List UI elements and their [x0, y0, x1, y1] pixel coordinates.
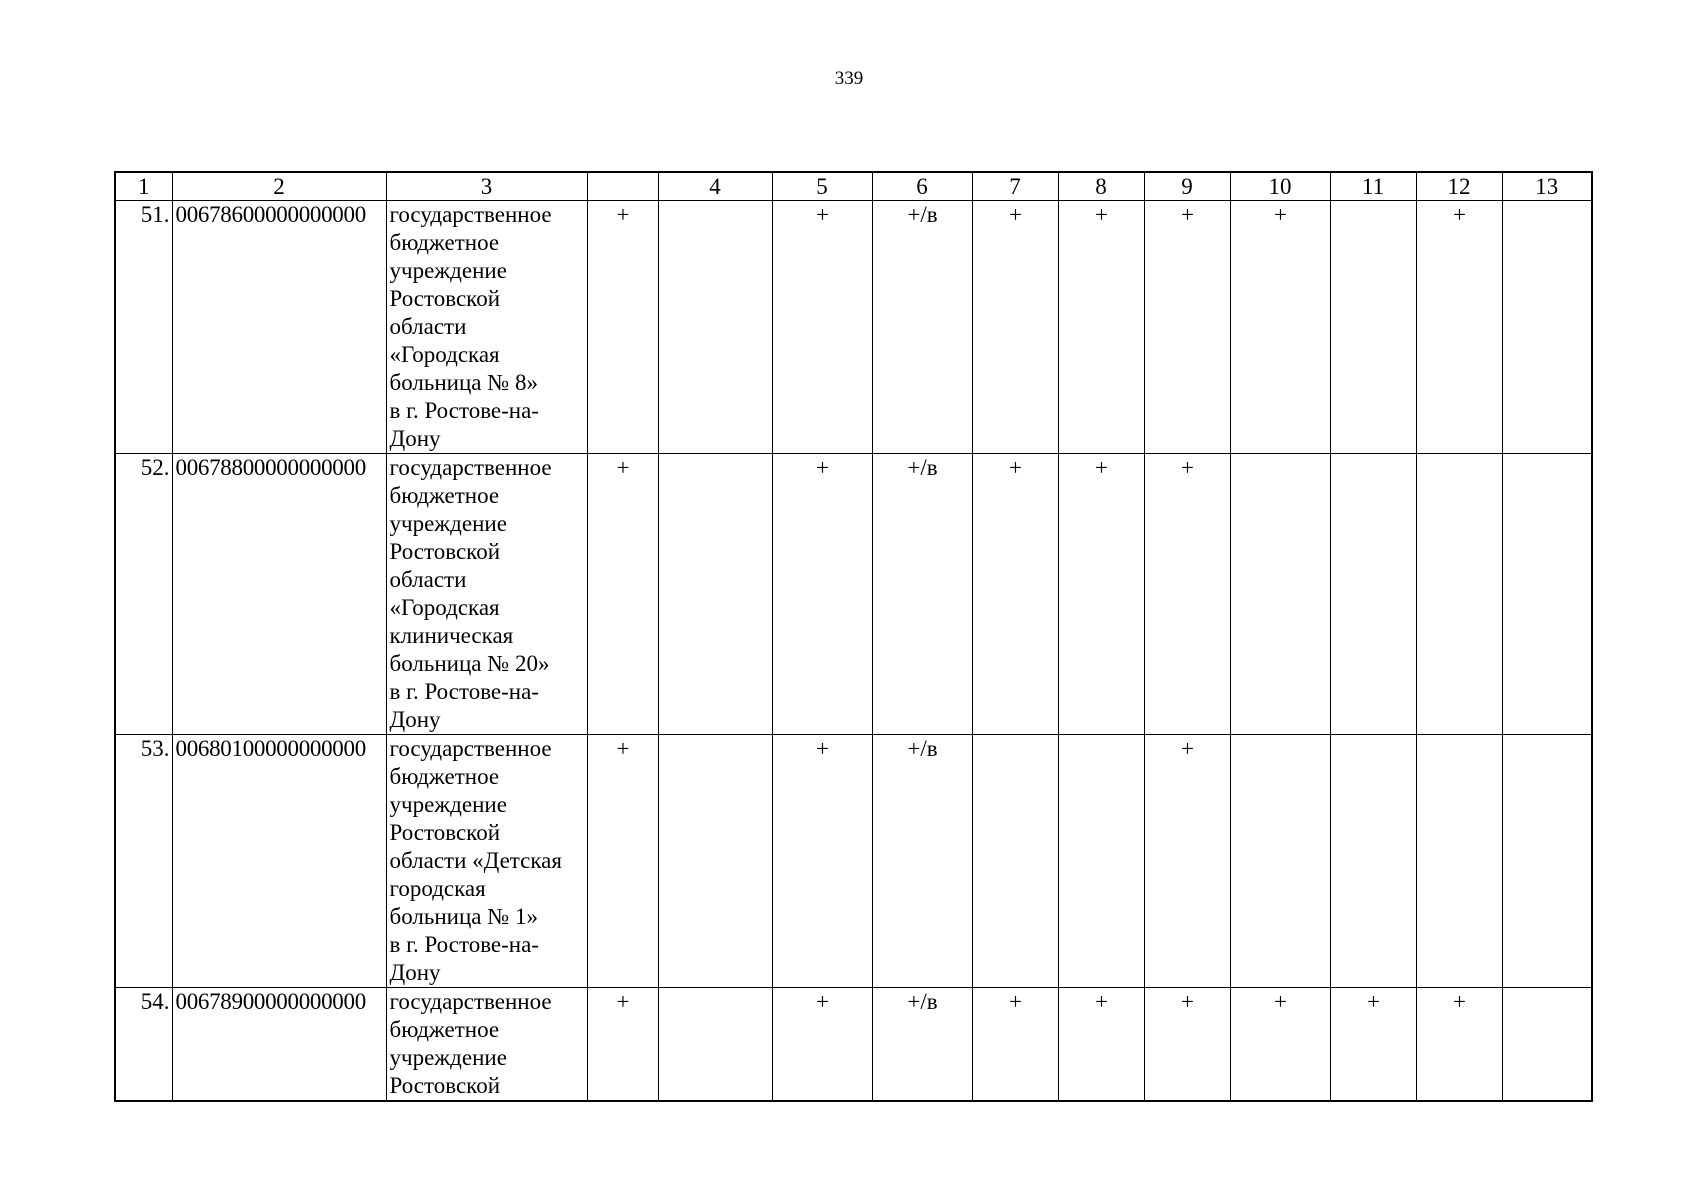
mark-cell: +	[1330, 988, 1416, 1102]
column-header: 8	[1058, 172, 1144, 201]
column-header: 9	[1144, 172, 1230, 201]
organization-name-line: Ростовской	[389, 1073, 500, 1098]
organization-name	[386, 988, 587, 1102]
mark-cell	[972, 735, 1058, 988]
mark-cell: +/в	[872, 735, 972, 988]
mark-cell: +	[587, 735, 658, 988]
mark-cell: +	[972, 454, 1058, 735]
organization-name-line: Дону	[389, 426, 441, 451]
organization-name-line: области	[389, 314, 467, 339]
mark-cell: +	[972, 988, 1058, 1102]
organization-name-line: в г. Ростове-на-	[389, 932, 539, 957]
table-row	[115, 988, 1592, 1102]
mark-cell	[1502, 735, 1592, 988]
mark-cell	[1230, 735, 1330, 988]
organization-name-line: больница № 1»	[389, 904, 538, 929]
mark-cell	[1416, 454, 1502, 735]
mark-cell: +	[1230, 988, 1330, 1102]
mark-cell: +	[1058, 988, 1144, 1102]
row-number: 52.	[115, 454, 172, 735]
mark-cell	[1502, 201, 1592, 454]
row-number: 51.	[115, 201, 172, 454]
mark-cell	[1330, 454, 1416, 735]
mark-cell: +/в	[872, 454, 972, 735]
mark-cell: +	[587, 988, 658, 1102]
organization-code: 00678900000000000	[172, 988, 386, 1102]
table-row	[115, 201, 1592, 454]
mark-cell	[1058, 735, 1144, 988]
column-header: 13	[1502, 172, 1592, 201]
mark-cell	[658, 454, 772, 735]
mark-cell: +	[1144, 988, 1230, 1102]
organization-name-line: городская	[389, 876, 486, 901]
mark-cell: +	[1058, 201, 1144, 454]
column-header: 11	[1330, 172, 1416, 201]
organization-name-line: учреждение	[389, 792, 507, 817]
table-body	[115, 172, 1592, 1101]
mark-cell: +	[1230, 201, 1330, 454]
page-number: 339	[834, 68, 864, 89]
organization-name-line: учреждение	[389, 511, 507, 536]
organization-name	[386, 201, 587, 454]
organization-name-line: учреждение	[389, 1045, 507, 1070]
organization-name-line: в г. Ростове-на-	[389, 679, 539, 704]
header-row	[115, 172, 1592, 201]
organization-name-line: Дону	[389, 960, 441, 985]
mark-cell: +/в	[872, 988, 972, 1102]
mark-cell	[1330, 201, 1416, 454]
organization-name-line: бюджетное	[389, 1017, 500, 1042]
mark-cell: +	[1416, 201, 1502, 454]
organization-name-line: Ростовской	[389, 286, 500, 311]
organization-code: 00678600000000000	[172, 201, 386, 454]
organization-code: 00678800000000000	[172, 454, 386, 735]
table-row	[115, 735, 1592, 988]
registry-table	[114, 171, 1593, 1102]
organization-name-line: Ростовской	[389, 820, 500, 845]
mark-cell: +	[1144, 201, 1230, 454]
organization-name-line: бюджетное	[389, 764, 500, 789]
mark-cell	[658, 735, 772, 988]
mark-cell	[1416, 735, 1502, 988]
organization-code: 00680100000000000	[172, 735, 386, 988]
organization-name-line: клиническая	[389, 623, 514, 648]
organization-name-line: бюджетное	[389, 483, 500, 508]
organization-name-line: государственное	[389, 455, 552, 480]
column-header: 5	[772, 172, 872, 201]
organization-name-line: государственное	[389, 736, 552, 761]
organization-name-line: в г. Ростове-на-	[389, 398, 539, 423]
column-header: 12	[1416, 172, 1502, 201]
organization-name-line: «Городская	[389, 595, 500, 620]
organization-name-line: «Городская	[389, 342, 500, 367]
column-header: 3	[386, 172, 587, 201]
mark-cell: +	[1144, 735, 1230, 988]
organization-name-line: государственное	[389, 989, 552, 1014]
column-header: 6	[872, 172, 972, 201]
mark-cell: +	[1144, 454, 1230, 735]
column-header	[587, 172, 658, 201]
mark-cell: +	[772, 201, 872, 454]
organization-name-line: больница № 8»	[389, 370, 538, 395]
mark-cell: +	[772, 454, 872, 735]
mark-cell	[1230, 454, 1330, 735]
organization-name-line: Дону	[389, 707, 441, 732]
organization-name-line: больница № 20»	[389, 651, 550, 676]
organization-name	[386, 454, 587, 735]
mark-cell: +	[587, 201, 658, 454]
organization-name	[386, 735, 587, 988]
mark-cell	[658, 201, 772, 454]
mark-cell	[658, 988, 772, 1102]
column-header: 10	[1230, 172, 1330, 201]
mark-cell	[1502, 988, 1592, 1102]
mark-cell: +	[772, 735, 872, 988]
mark-cell: +	[587, 454, 658, 735]
organization-name-line: бюджетное	[389, 230, 500, 255]
table-row	[115, 454, 1592, 735]
mark-cell: +/в	[872, 201, 972, 454]
column-header: 2	[172, 172, 386, 201]
row-number: 53.	[115, 735, 172, 988]
column-header: 1	[115, 172, 172, 201]
organization-name-line: области «Детская	[389, 848, 562, 873]
organization-name-line: государственное	[389, 202, 552, 227]
organization-name-line: Ростовской	[389, 539, 500, 564]
mark-cell	[1330, 735, 1416, 988]
mark-cell	[1502, 454, 1592, 735]
mark-cell: +	[1058, 454, 1144, 735]
mark-cell: +	[1416, 988, 1502, 1102]
organization-name-line: учреждение	[389, 258, 507, 283]
organization-name-line: области	[389, 567, 467, 592]
mark-cell: +	[972, 201, 1058, 454]
mark-cell: +	[772, 988, 872, 1102]
column-header: 7	[972, 172, 1058, 201]
column-header: 4	[658, 172, 772, 201]
row-number: 54.	[115, 988, 172, 1102]
